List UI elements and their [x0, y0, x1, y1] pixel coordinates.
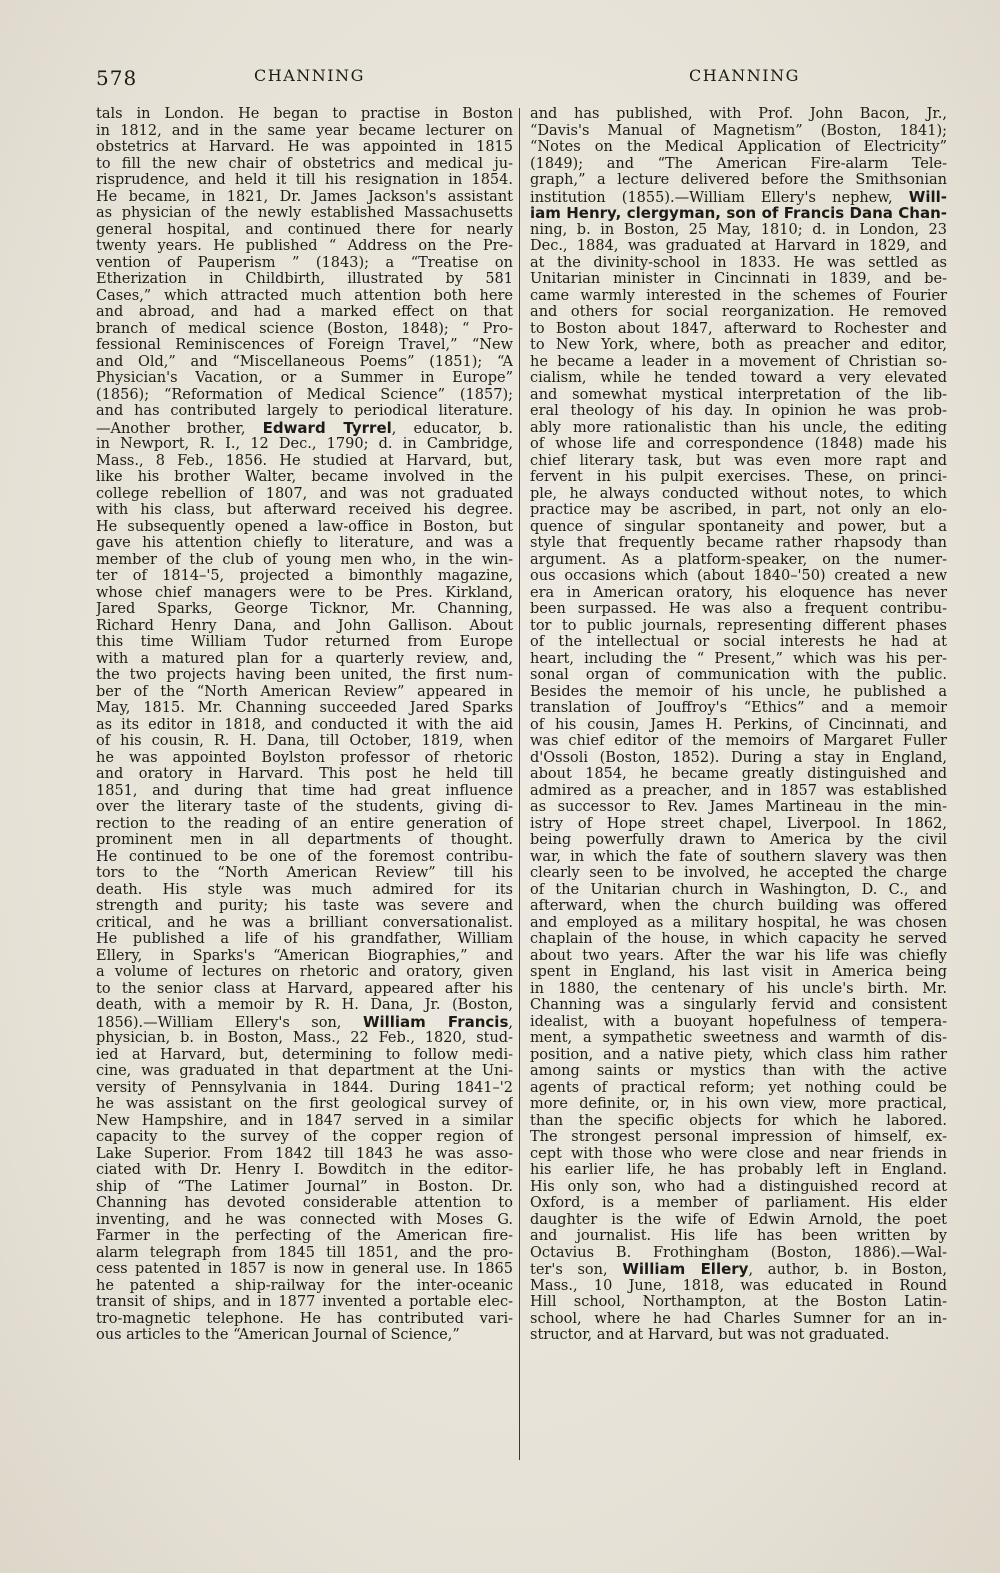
text-line: twenty years. He published “ Address on the Pre-	[96, 238, 513, 254]
text-line: ment, a sympathetic sweetness and warmth of dis-	[530, 1030, 947, 1046]
text-line: translation of Jouffroy's “Ethics” and a memoir	[530, 700, 947, 716]
text-line: of the Unitarian church in Washington, D. C., and	[530, 881, 947, 898]
text-line: branch of medical science (Boston, 1848); “ Pro-	[96, 320, 513, 337]
text-line: and has published, with Prof. John Bacon, Jr.,	[530, 106, 947, 122]
text-line: physician, b. in Boston, Mass., 22 Feb., 1820, stud-	[96, 1030, 513, 1046]
text-line: a volume of lectures on rhetoric and oratory, given	[96, 964, 513, 980]
text-line: in Newport, R. I., 12 Dec., 1790; d. in Cambridge,	[96, 436, 513, 452]
text-line: and abroad, and had a marked effect on that	[96, 304, 513, 320]
text-line: Channing has devoted considerable attention to	[96, 1195, 513, 1211]
text-run: , educator, b.	[391, 420, 513, 437]
text-line: death, with a memoir by R. H. Dana, Jr. (Boston,	[96, 997, 513, 1013]
text-run: institution (1855).—William Ellery's nephew,	[530, 189, 909, 206]
text-line: alarm telegraph from 1845 till 1851, and the pro-	[96, 1244, 513, 1261]
text-line: tors to the “North American Review” till his	[96, 865, 513, 881]
text-line: Oxford, is a member of parliament. His elder	[530, 1195, 947, 1211]
text-line: whose chief managers were to be Pres. Kirkland,	[96, 584, 513, 601]
text-line: to the senior class at Harvard, appeared after his	[96, 980, 513, 997]
text-line: versity of Pennsylvania in 1844. During 1841–'2	[96, 1079, 513, 1096]
text-line: Channing was a singularly fervid and consistent	[530, 997, 947, 1013]
text-line: Hill school, Northampton, at the Boston Latin-	[530, 1294, 947, 1310]
text-line	[530, 189, 947, 206]
text-line: obstetrics at Harvard. He was appointed in 1815	[96, 139, 513, 155]
text-line: tro-magnetic telephone. He has contributed vari-	[96, 1310, 513, 1327]
text-line: Besides the memoir of his uncle, he published a	[530, 683, 947, 700]
text-line: ple, he always conducted without notes, to which	[530, 485, 947, 502]
entry-name: William Ellery	[622, 1260, 749, 1278]
text-line: afterward, when the church building was offered	[530, 898, 947, 914]
text-run: ,	[508, 1014, 513, 1031]
text-line: of whose life and correspondence (1848) made his	[530, 436, 947, 452]
text-line: argument. As a platform-speaker, on the numer-	[530, 551, 947, 568]
text-line: (1849); and “The American Fire-alarm Tele-	[530, 155, 947, 172]
running-head-left: CHANNING	[254, 66, 365, 85]
text-line: critical, and he was a brilliant conversationalist.	[96, 914, 513, 931]
text-line: ter of 1814–'5, projected a bimonthly magazine,	[96, 568, 513, 584]
text-line: “Notes on the Medical Application of Electricity”	[530, 139, 947, 155]
page-header	[96, 58, 946, 94]
text-line: (1856); “Reformation of Medical Science” (1857);	[96, 386, 513, 403]
text-line: agents of practical reform; yet nothing could be	[530, 1079, 947, 1096]
text-line: was chief editor of the memoirs of Margaret Fuller	[530, 733, 947, 749]
text-run: , author, b. in Boston,	[748, 1262, 947, 1278]
text-line: tor to public journals, representing different phases	[530, 617, 947, 634]
text-line: about two years. After the war his life was chiefly	[530, 947, 947, 964]
text-line: vention of Pauperism ” (1843); a “Treatise on	[96, 254, 513, 271]
text-line: death. His style was much admired for its	[96, 881, 513, 898]
text-line: prominent men in all departments of thought.	[96, 832, 513, 848]
text-line: been surpassed. He was also a frequent contribu-	[530, 601, 947, 617]
text-line: He became, in 1821, Dr. James Jackson's assistant	[96, 188, 513, 205]
text-line: and employed as a military hospital, he was chosen	[530, 914, 947, 931]
text-line: sonal organ of communication with the public.	[530, 667, 947, 683]
text-line: he was appointed Boylston professor of rhetoric	[96, 749, 513, 766]
text-line: structor, and at Harvard, but was not graduated.	[530, 1327, 890, 1343]
text-line: this time William Tudor returned from Europe	[96, 634, 513, 650]
text-line: of his cousin, James H. Perkins, of Cincinnati, and	[530, 716, 947, 733]
text-line: He subsequently opened a law-office in Boston, but	[96, 518, 513, 535]
text-line: Octavius B. Frothingham (Boston, 1886).—Wal-	[530, 1244, 947, 1261]
text-line: chief literary task, but was even more rapt and	[530, 452, 947, 469]
running-head-right: CHANNING	[689, 66, 800, 85]
text-line: ciated with Dr. Henry I. Bowditch in the editor-	[96, 1162, 513, 1178]
text-run: 1856).—William Ellery's son,	[96, 1014, 363, 1031]
text-line: of his cousin, R. H. Dana, till October, 1819, when	[96, 733, 513, 749]
text-line: in 1812, and in the same year became lecturer on	[96, 122, 513, 139]
page-number: 578	[96, 66, 138, 90]
text-line: cess patented in 1857 is now in general use. In 1865	[96, 1261, 513, 1277]
text-line: over the literary taste of the students, giving di-	[96, 799, 513, 815]
text-line: as successor to Rev. James Martineau in the min-	[530, 799, 947, 815]
text-line: college rebellion of 1807, and was not graduated	[96, 485, 513, 502]
column-divider	[519, 108, 520, 1460]
text-line: ship of “The Latimer Journal” in Boston. Dr.	[96, 1178, 513, 1195]
text-line: and has contributed largely to periodical literature.	[96, 403, 513, 419]
text-line: strength and purity; his taste was severe and	[96, 898, 513, 914]
text-run: ter's son,	[530, 1262, 623, 1278]
text-line: transit of ships, and in 1877 invented a portable elec-	[96, 1294, 513, 1310]
text-line: spent in England, his last visit in America being	[530, 964, 947, 980]
text-line: Jared Sparks, George Ticknor, Mr. Channing,	[96, 601, 513, 617]
text-line: and others for social reorganization. He removed	[530, 304, 947, 320]
text-line: “Davis's Manual of Magnetism” (Boston, 1841);	[530, 122, 947, 139]
right-text-column	[530, 106, 947, 1462]
text-line: to Boston about 1847, afterward to Rochester and	[530, 320, 947, 337]
text-line: he became a leader in a movement of Christian so-	[530, 353, 947, 370]
text-line: Mass., 10 June, 1818, was educated in Round	[530, 1277, 947, 1294]
text-line: ber of the “North American Review” appeared in	[96, 683, 513, 700]
text-line: practice may be ascribed, in part, not only an elo-	[530, 502, 947, 518]
text-line: ous occasions which (about 1840–'50) created a new	[530, 568, 947, 584]
text-line: with his class, but afterward received his degree.	[96, 502, 513, 518]
text-line: gave his attention chiefly to literature, and was a	[96, 535, 513, 551]
text-line: fessional Reminiscences of Foreign Travel,” “New	[96, 337, 513, 353]
text-line: and journalist. His life has been written by	[530, 1228, 947, 1244]
text-line: heart, including the “ Present,” which was his per-	[530, 650, 947, 667]
text-line: being powerfully drawn to America by the civil	[530, 832, 947, 848]
text-line: more definite, or, in his own view, more practical,	[530, 1096, 947, 1112]
text-line: Physician's Vacation, or a Summer in Europe”	[96, 370, 513, 386]
text-line: the two projects having been united, the first num-	[96, 667, 513, 683]
text-line: Cases,” which attracted much attention both here	[96, 287, 513, 304]
text-line: he patented a ship-railway for the inter-oceanic	[96, 1277, 513, 1294]
text-line: cept with those who were close and near friends in	[530, 1145, 947, 1162]
text-line: member of the club of young men who, in the win-	[96, 551, 513, 568]
text-line: to fill the new chair of obstetrics and medical ju-	[96, 155, 513, 172]
text-line: and somewhat mystical interpretation of the lib-	[530, 386, 947, 403]
text-line: general hospital, and continued there for nearly	[96, 221, 513, 238]
text-line: like his brother Walter, became involved in the	[96, 469, 513, 485]
text-line: graph,” a lecture delivered before the Smithsonian	[530, 172, 947, 188]
entry-name: iam Henry	[530, 204, 616, 222]
text-line: came warmly interested in the schemes of Fourier	[530, 287, 947, 304]
text-line: Etherization in Childbirth, illustrated by 581	[96, 271, 513, 287]
entry-name: Will-	[908, 187, 947, 206]
text-line: capacity to the survey of the copper region of	[96, 1129, 513, 1145]
text-line: May, 1815. Mr. Channing succeeded Jared Sparks	[96, 700, 513, 716]
text-line: in 1880, the centenary of his uncle's birth. Mr.	[530, 980, 947, 997]
text-line: and oratory in Harvard. This post he held till	[96, 766, 513, 782]
text-run: —Another brother,	[96, 420, 263, 437]
text-line: Dec., 1884, was graduated at Harvard in 1829, and	[530, 238, 947, 254]
text-line: chaplain of the house, in which capacity he served	[530, 931, 947, 947]
text-line: cine, was graduated in that department at the Uni-	[96, 1063, 513, 1079]
left-text-column	[96, 106, 513, 1462]
text-line: ably more rationalistic than his uncle, the editing	[530, 419, 947, 436]
text-line: istry of Hope street chapel, Liverpool. In 1862,	[530, 815, 947, 832]
text-line: d'Ossoli (Boston, 1852). During a stay in England,	[530, 749, 947, 766]
text-line: He continued to be one of the foremost contribu-	[96, 848, 513, 865]
text-line: position, and a native piety, which class him rather	[530, 1046, 947, 1063]
text-line: war, in which the fate of southern slavery was then	[530, 848, 947, 865]
text-line: he was assistant on the first geological survey of	[96, 1096, 513, 1112]
text-line: school, where he had Charles Sumner for an in-	[530, 1310, 947, 1327]
text-line: Richard Henry Dana, and John Gallison. About	[96, 617, 513, 634]
text-line: and Old,” and “Miscellaneous Poems” (1851); “A	[96, 353, 513, 370]
text-line	[530, 1261, 947, 1278]
text-line: eral theology of his day. In opinion he was prob-	[530, 403, 947, 419]
text-line: rection to the reading of an entire generation of	[96, 815, 513, 832]
text-line: among saints or mystics than with the active	[530, 1063, 947, 1079]
text-line: ied at Harvard, but, determining to follow medi-	[96, 1046, 513, 1063]
entry-name: William Francis	[362, 1012, 509, 1031]
text-line: style that frequently became rather rhapsody than	[530, 535, 947, 551]
text-line: Unitarian minister in Cincinnati in 1839, and be-	[530, 271, 947, 287]
text-line: Farmer in the perfecting of the American fire-	[96, 1228, 513, 1244]
text-line: Ellery, in Sparks's “American Biographies,” and	[96, 947, 513, 964]
text-line: daughter is the wife of Edwin Arnold, the poet	[530, 1211, 947, 1228]
text-line: as physician of the newly established Massachusetts	[96, 205, 513, 221]
entry-name: , clergyman, son of Francis Dana Chan-	[615, 204, 947, 222]
text-line: at the divinity-school in 1833. He was settled as	[530, 254, 947, 271]
text-line: Lake Superior. From 1842 till 1843 he was asso-	[96, 1145, 513, 1162]
text-line	[96, 420, 513, 437]
text-line: era in American oratory, his eloquence has never	[530, 584, 947, 601]
text-line	[96, 1014, 513, 1031]
text-line: His only son, who had a distinguished record at	[530, 1178, 947, 1195]
text-line: quence of singular spontaneity and power, but a	[530, 518, 947, 535]
text-line: fervent in his pulpit exercises. These, on princi-	[530, 469, 947, 485]
text-line: clearly seen to be involved, he accepted the charge	[530, 865, 947, 881]
text-line: of the intellectual or social interests he had at	[530, 634, 947, 650]
text-line: idealist, with a buoyant hopefulness of tempera-	[530, 1013, 947, 1030]
text-line: Mass., 8 Feb., 1856. He studied at Harvard, but,	[96, 452, 513, 469]
text-line: ous articles to the “American Journal of Science,”	[96, 1327, 460, 1343]
text-line: his earlier life, he has probably left in England.	[530, 1162, 947, 1178]
text-line: to New York, where, both as preacher and editor,	[530, 337, 947, 353]
text-line	[530, 205, 947, 222]
text-line: admired as a preacher, and in 1857 was established	[530, 782, 947, 799]
entry-name: Edward Tyrrel	[262, 418, 392, 437]
text-line: 1851, and during that time had great influence	[96, 782, 513, 799]
text-line: New Hampshire, and in 1847 served in a similar	[96, 1112, 513, 1129]
text-line: about 1854, he became greatly distinguished and	[530, 766, 947, 782]
text-line: The strongest personal impression of himself, ex-	[530, 1129, 947, 1145]
text-line: ning, b. in Boston, 25 May, 1810; d. in London, 23	[530, 221, 947, 238]
text-line: inventing, and he was connected with Moses G.	[96, 1211, 513, 1228]
text-line: risprudence, and held it till his resignation in 1854.	[96, 172, 513, 188]
text-line: as its editor in 1818, and conducted it with the aid	[96, 716, 513, 733]
text-line: He published a life of his grandfather, William	[96, 931, 513, 947]
text-line: than the specific objects for which he labored.	[530, 1112, 947, 1129]
text-line: cialism, while he tended toward a very elevated	[530, 370, 947, 386]
text-line: with a matured plan for a quarterly review, and,	[96, 650, 513, 667]
text-line: tals in London. He began to practise in Boston	[96, 106, 513, 122]
